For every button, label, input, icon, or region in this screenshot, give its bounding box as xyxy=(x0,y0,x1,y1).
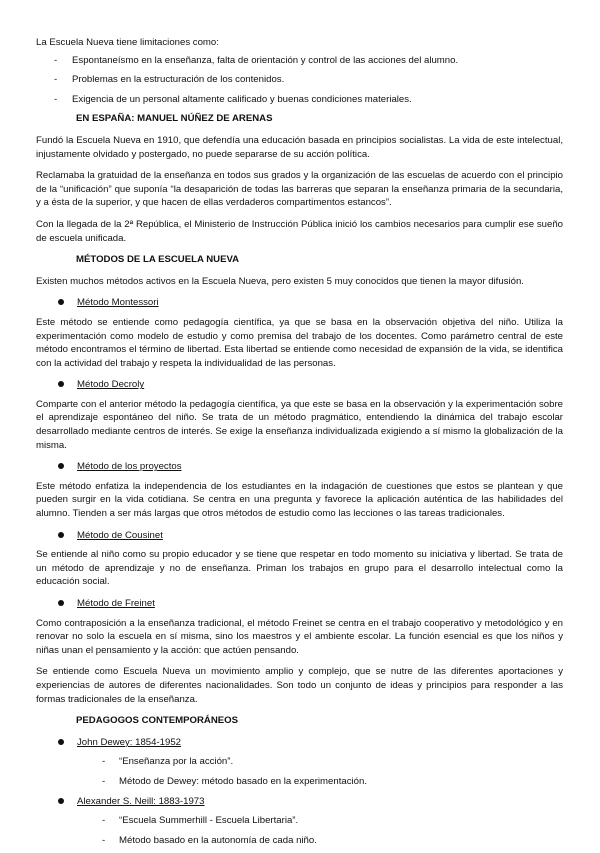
spain-heading: EN ESPAÑA: MANUEL NÚÑEZ DE ARENAS xyxy=(76,113,273,125)
method-description: Este método enfatiza la independencia de los estudiantes en la indagación de cuestiones que estos se plantean y que pueden surgir en la vida cotidiana. Se centra en una pregunta y favorece la aplicación auténtica de las habilidades del alumno. Tienden a ser más largas que otros métodos de estudio como las lecciones o las tareas tradicionales. xyxy=(36,480,563,520)
bullet-icon xyxy=(58,463,64,469)
bullet-icon xyxy=(58,299,64,305)
method-title: Método de Freinet xyxy=(77,598,155,609)
bullet-icon xyxy=(58,739,64,745)
bullet-icon xyxy=(58,798,64,804)
bullet-icon xyxy=(58,532,64,538)
method-bullet xyxy=(36,378,563,392)
method-description: Se entiende al niño como su propio educador y se tiene que respetar en todo momento su iniciativa y libertad. Se trata de un método de aprendizaje y no de enseñanza. Priman los trabajos en grupo para el desarrollo intelectual como la educación social. xyxy=(36,549,563,588)
pedagogue-bullet xyxy=(36,736,563,750)
list-item xyxy=(36,775,563,789)
pedagogue-name: John Dewey: 1854-1952 xyxy=(77,736,182,748)
list-item xyxy=(36,834,563,848)
pedagogues-heading: PEDAGOGOS CONTEMPORÁNEOS xyxy=(76,715,239,727)
paragraph: Fundó la Escuela Nueva en 1910, que defendía una educación basada en principios socialistas. La vida de este intelectual, injustamente olvidado y postergado, no puede separarse de su acción política. xyxy=(36,134,563,160)
list-item xyxy=(36,73,563,87)
method-title: Método de los proyectos xyxy=(77,461,182,473)
methods-intro: Existen muchos métodos activos en la Escuela Nueva, pero existen 5 muy conocidos que tienen la mayor difusión. xyxy=(36,275,524,287)
document-page xyxy=(36,36,563,853)
dash-marker: - xyxy=(54,93,58,105)
dash-marker: - xyxy=(102,756,106,768)
list-item-text: “Escuela Summerhill - Escuela Libertaria”. xyxy=(119,815,299,827)
method-description: Comparte con el anterior método la pedagogía científica, ya que este se basa en la observación y la experimentación sobre el aprendizaje espontáneo del niño. Se trata de un método pragmático, entendiendo la dinámica del trabajo escolar desarrollado mediante centros de interés. Se exige la enseñanza individualizada exigiendo a sí mismo la globalización de la misma. xyxy=(36,398,563,451)
list-item xyxy=(36,755,563,769)
limitations-list xyxy=(36,54,563,107)
pedagogue-bullet xyxy=(36,795,563,809)
list-item-text: Método basado en la autonomía de cada niño. xyxy=(119,834,317,846)
dash-marker: - xyxy=(102,815,106,827)
pedagogue-points xyxy=(36,755,563,788)
paragraph: Reclamaba la gratuidad de la enseñanza en todos sus grados y la organización de las escuelas de acuerdo con el principio de la “unificación” que suponía “la desaparición de todas las barreras que separan la enseñanza primaria de la secundaria, y a ésta de la superior, y que hacen de ellas verdaderos compartimentos estancos”. xyxy=(36,170,563,209)
method-title: Método Montessori xyxy=(77,297,159,309)
method-title: Método de Cousinet xyxy=(77,529,163,541)
dash-marker: - xyxy=(102,834,106,846)
method-bullet xyxy=(36,529,563,543)
dash-marker: - xyxy=(102,775,106,787)
list-item-text: Exigencia de un personal altamente calificado y buenas condiciones materiales. xyxy=(72,93,412,105)
bullet-icon xyxy=(58,600,64,606)
closing-paragraph: Se entiende como Escuela Nueva un movimiento amplio y complejo, que se nutre de las diferentes aportaciones y experiencias de autores de diferentes nacionalidades. Son todo un conjunto de ideas y principios para responder a las formas tradicionales de la enseñanza. xyxy=(36,666,563,705)
method-bullet xyxy=(36,597,563,611)
list-item xyxy=(36,54,563,68)
list-item xyxy=(36,814,563,828)
bullet-icon xyxy=(58,381,64,387)
paragraph: Con la llegada de la 2ª República, el Ministerio de Instrucción Pública inició los cambios necesarios para cumplir ese sueño de escuela unificada. xyxy=(36,218,563,244)
list-item xyxy=(36,93,563,107)
list-item-text: Método de Dewey: método basado en la experimentación. xyxy=(119,775,367,787)
dash-marker: - xyxy=(54,74,58,86)
method-bullet xyxy=(36,460,563,474)
method-description: Este método se entiende como pedagogía científica, ya que se basa en la observación objetiva del niño. Utiliza la experimentación como modelo de estudio y como premisa del trabajo de los docentes. Como parámetro central de este método encontramos el término de libertad. Esta libertad se entiende como necesidad de expansión de la vida, se identifica con la actividad del trabajo y respeta la individualidad de las personas. xyxy=(36,316,563,369)
intro-text: La Escuela Nueva tiene limitaciones como: xyxy=(36,37,219,48)
pedagogue-points xyxy=(36,814,563,847)
pedagogue-name: Alexander S. Neill: 1883-1973 xyxy=(77,795,205,807)
list-item-text: Problemas en la estructuración de los contenidos. xyxy=(72,74,285,86)
list-item-text: “Enseñanza por la acción”. xyxy=(119,756,234,768)
methods-heading: MÉTODOS DE LA ESCUELA NUEVA xyxy=(76,254,240,266)
method-description: Como contraposición a la enseñanza tradicional, el método Freinet se centra en el trabajo cooperativo y metodológico y en renovar no solo la escuela en sí misma, sino los maestros y el ambiente escolar. La función esencial es que los niños y niñas unan el pensamiento y la acción: que actúen pensando. xyxy=(36,617,563,656)
method-title: Método Decroly xyxy=(77,379,145,391)
dash-marker: - xyxy=(54,54,58,66)
list-item-text: Espontaneísmo en la enseñanza, falta de orientación y control de las acciones del alumno. xyxy=(72,54,459,66)
method-bullet xyxy=(36,296,563,310)
